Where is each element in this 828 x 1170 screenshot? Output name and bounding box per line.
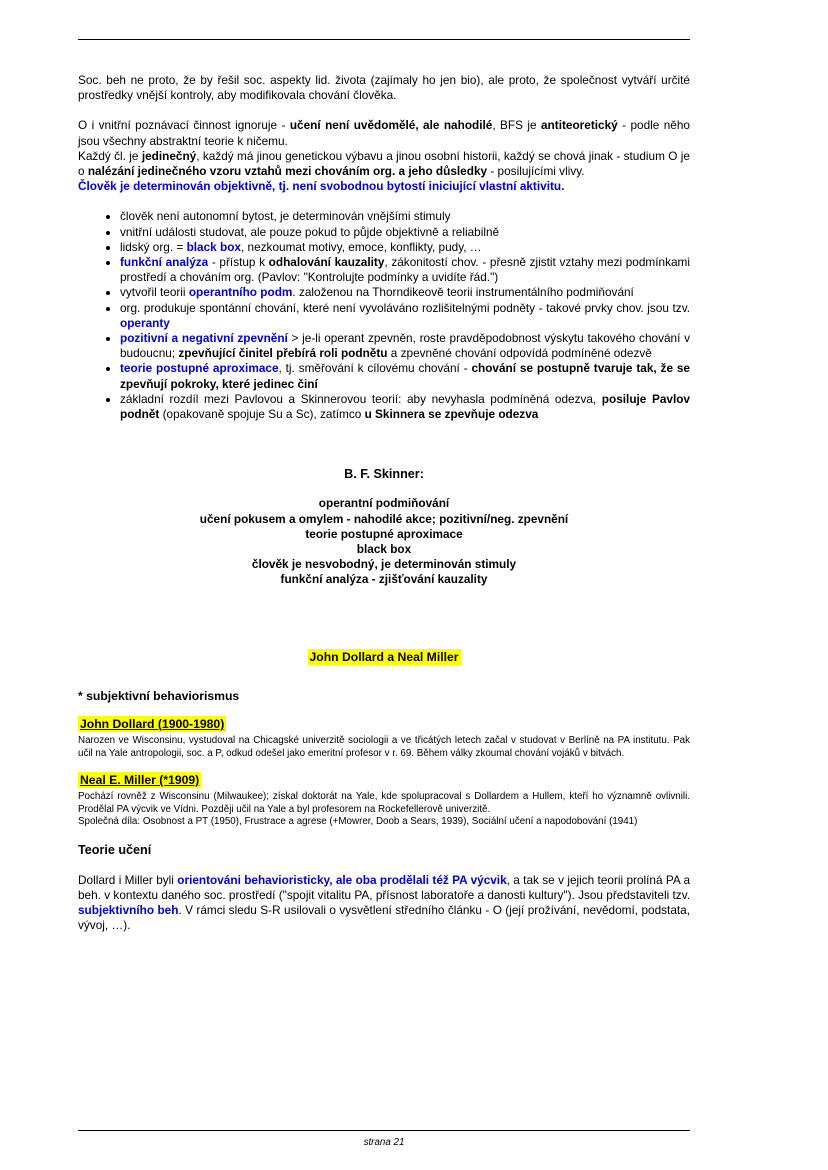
skinner-bullet-list xyxy=(78,209,690,422)
summary-line: člověk je nesvobodný, je determinován stimuly xyxy=(251,557,517,572)
miller-bio: Pochází rovněž z Wisconsinu (Milwaukee); získal doktorát na Yale, kde spolupracoval s Dollardem a Hullem, kteří ho významně ovlivnili. Prodělal PA výcvik ve Vídni. Později učil na Yale a byl profesorem na Rockefellerově univerzitě. xyxy=(78,791,690,815)
paragraph-learning-random: O i vnitřní poznávací činnost ignoruje - učení není uvědomělé, ale nahodilé, BFS je antiteoretický - podle něho jsou všechny abstraktní teorie k ničemu. xyxy=(78,118,690,148)
paragraph-uniqueness: Každý čl. je jedinečný, každý má jinou genetickou výbavu a jinou osobní historii, každý se chová jinak - studium O je o nalézání jedinečného vzoru vztahů mezi chováním org. a jeho důsledky - posilujícími vlivy. xyxy=(78,148,690,179)
header-rule xyxy=(78,39,690,40)
list-item: • funkční analýza - přístup k odhalování kauzality, zákonitostí chov. - přesně zjistit vztahy mezi podmínkami prostředí a chováním org. (Pavlov: "Kontrolujte podmínky a uvidíte řád.") xyxy=(120,255,690,285)
summary-line: funkční analýza - zjišťování kauzality xyxy=(280,572,488,587)
subjective-behaviorism-label: * subjektivní behaviorismus xyxy=(78,688,240,703)
list-item: • základní rozdíl mezi Pavlovou a Skinnerovou teorií: aby nevyhasla podmíněná odezva, posiluje Pavlov podnět (opakovaně spojuje Su a Sc), zatímco u Skinnera se zpevňuje odezva xyxy=(120,392,690,422)
dollard-name xyxy=(78,717,690,732)
dollard-name-text: John Dollard (1900-1980) xyxy=(80,717,225,732)
dollard-miller-heading xyxy=(78,650,690,665)
paragraph-social-behaviorism: Soc. beh ne proto, že by řešil soc. aspekty lid. života (zajímaly ho jen bio), ale proto, že společnost vytváří určité prostředky vnější kontroly, aby modifikovala chování člověka. xyxy=(78,73,690,103)
page-footer xyxy=(78,1130,690,1150)
list-item: • org. produkuje spontánní chování, které není vyvoláváno rozlišitelnými podněty - takové prvky chov. jsou tzv. operanty xyxy=(120,301,690,331)
summary-line: operantní podmiňování xyxy=(318,496,450,511)
list-item: • vnitřní události studovat, ale pouze pokud to půjde objektivně a reliabilně xyxy=(120,225,690,240)
dollard-miller-heading-text: John Dollard a Neal Miller xyxy=(309,649,459,664)
list-item: • lidský org. = black box, nezkoumat motivy, emoce, konflikty, pudy, … xyxy=(120,240,690,255)
summary-line: black box xyxy=(356,542,412,557)
summary-line: teorie postupné aproximace xyxy=(305,526,463,541)
summary-line: učení pokusem a omylem - nahodilé akce; pozitivní/neg. zpevnění xyxy=(199,511,569,526)
list-item: • vytvořil teorii operantního podm. založenou na Thorndikeově teorii instrumentálního podmiňování xyxy=(120,285,690,300)
determinism-thesis: Člověk je determinován objektivně, tj. není svobodnou bytostí iniciující vlastní aktivitu. xyxy=(78,179,565,194)
page-number: strana 21 xyxy=(363,1136,405,1148)
theory-paragraph: Dollard i Miller byli orientováni behavioristicky, ale oba prodělali též PA výcvik, a tak se v jejich teorii prolíná PA a beh. v kontextu daného soc. prostředí ("spojit vitalitu PA, přísnost laboratoře a danosti kultury"). Jsou představiteli tzv. subjektivního beh. V rámci sledu S-R usilovali o vysvětlení středního článku - O (její prožívání, nevědomí, podstata, vývoj, …). xyxy=(78,872,690,933)
miller-name xyxy=(78,773,690,788)
list-item: • pozitivní a negativní zpevnění > je-li operant zpevněn, roste pravděpodobnost výskytu takového chování v budoucnu; zpevňující činitel přebírá roli podnětu a zpevněné chování odpovídá podmíněné odezvě xyxy=(120,331,690,361)
joint-works: Společná díla: Osobnost a PT (1950), Frustrace a agrese (+Mowrer, Doob a Sears, 1939), Sociální učení a napodobování (1941) xyxy=(78,816,638,828)
list-item: • teorie postupné aproximace, tj. směřování k cílovému chování - chování se postupně tvaruje tak, že se zpevňují pokroky, které jedinec činí xyxy=(120,361,690,391)
dollard-bio: Narozen ve Wisconsinu, vystudoval na Chicagské univerzitě sociologii a ve třicátých letech začal v studovat v Berlíně na PA institutu. Pak učil na Yale antropologii, soc. a P, odkud odešel jako emeritní profesor v r. 69. Během války zkoumal chování vojáků v bitvách. xyxy=(78,735,690,759)
miller-name-text: Neal E. Miller (*1909) xyxy=(80,773,200,788)
list-item: • člověk není autonomní bytost, je determinován vnějšími stimuly xyxy=(120,209,690,224)
skinner-summary xyxy=(78,496,690,587)
skinner-heading: B. F. Skinner: xyxy=(344,467,424,482)
theory-heading: Teorie učení xyxy=(78,842,152,857)
